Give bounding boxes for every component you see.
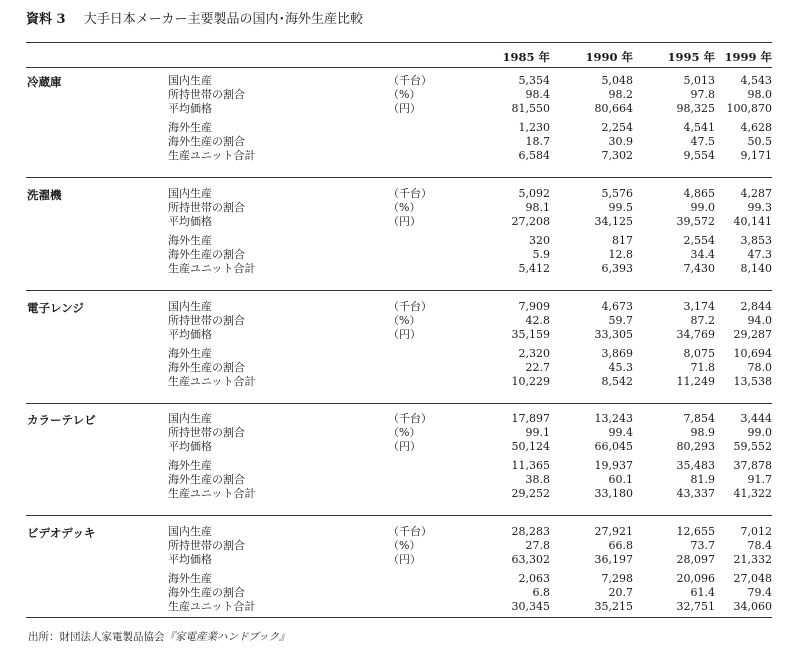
table-cell: 19,937 — [594, 459, 633, 472]
section-rule — [26, 515, 772, 516]
table-cell: 43,337 — [676, 487, 715, 500]
table-cell: 91.7 — [747, 473, 772, 486]
year-header: 1995 年 — [667, 50, 715, 64]
metric-label: 国内生産 — [168, 525, 212, 538]
table-cell: 10,694 — [733, 347, 772, 360]
table-cell: 40,141 — [733, 215, 772, 228]
table-cell: 98.2 — [608, 88, 633, 101]
table-cell: 11,249 — [676, 375, 715, 388]
table-cell: 7,854 — [683, 412, 715, 425]
section-rule — [26, 177, 772, 178]
table-cell: 320 — [529, 234, 550, 247]
unit-label: （千台） — [388, 412, 432, 425]
table-cell: 8,075 — [683, 347, 715, 360]
document-title — [26, 8, 363, 27]
table-cell: 39,572 — [676, 215, 715, 228]
table-cell: 27,208 — [511, 215, 550, 228]
table-cell: 41,322 — [733, 487, 772, 500]
table-cell: 32,751 — [676, 600, 715, 613]
table-cell: 29,287 — [733, 328, 772, 341]
category-label: 洗濯機 — [27, 188, 62, 202]
table-cell: 817 — [612, 234, 633, 247]
table-cell: 35,215 — [594, 600, 633, 613]
table-cell: 66.8 — [608, 539, 633, 552]
section-rule — [26, 617, 772, 618]
metric-label: 平均価格 — [168, 328, 212, 341]
table-cell: 87.2 — [690, 314, 715, 327]
metric-label: 所持世帯の割合 — [168, 314, 245, 327]
metric-label: 平均価格 — [168, 102, 212, 115]
unit-label: （円） — [388, 553, 421, 566]
table-cell: 13,538 — [733, 375, 772, 388]
table-cell: 94.0 — [747, 314, 772, 327]
table-cell: 6,393 — [601, 262, 633, 275]
table-cell: 4,865 — [683, 187, 715, 200]
table-cell: 61.4 — [690, 586, 715, 599]
table-cell: 9,554 — [683, 149, 715, 162]
metric-label: 海外生産 — [168, 121, 212, 134]
table-cell: 33,180 — [594, 487, 633, 500]
metric-label: 生産ユニット合計 — [168, 487, 256, 500]
table-cell: 37,878 — [733, 459, 772, 472]
table-cell: 81,550 — [511, 102, 550, 115]
metric-label: 海外生産 — [168, 572, 212, 585]
table-cell: 12.8 — [608, 248, 633, 261]
table-cell: 4,673 — [601, 300, 633, 313]
table-cell: 34.4 — [690, 248, 715, 261]
category-label: ビデオデッキ — [27, 526, 96, 540]
table-cell: 97.8 — [690, 88, 715, 101]
table-cell: 98.1 — [525, 201, 550, 214]
table-cell: 81.9 — [690, 473, 715, 486]
unit-label: （千台） — [388, 74, 432, 87]
metric-label: 国内生産 — [168, 412, 212, 425]
metric-label: 国内生産 — [168, 300, 212, 313]
table-cell: 4,287 — [740, 187, 772, 200]
table-cell: 38.8 — [525, 473, 550, 486]
table-cell: 3,853 — [740, 234, 772, 247]
unit-label: （%） — [388, 201, 421, 214]
table-cell: 27.8 — [525, 539, 550, 552]
table-cell: 4,628 — [740, 121, 772, 134]
metric-label: 平均価格 — [168, 553, 212, 566]
table-cell: 30,345 — [511, 600, 550, 613]
table-cell: 10,229 — [511, 375, 550, 388]
metric-label: 生産ユニット合計 — [168, 149, 256, 162]
table-cell: 35,159 — [511, 328, 550, 341]
table-cell: 7,909 — [518, 300, 550, 313]
table-cell: 71.8 — [690, 361, 715, 374]
table-cell: 18.7 — [525, 135, 550, 148]
title-text: 大手日本メーカー主要製品の国内･海外生産比較 — [83, 12, 363, 27]
table-cell: 59,552 — [733, 440, 772, 453]
unit-label: （円） — [388, 440, 421, 453]
table-cell: 79.4 — [747, 586, 772, 599]
table-cell: 20.7 — [608, 586, 633, 599]
unit-label: （%） — [388, 88, 421, 101]
table-cell: 13,243 — [594, 412, 633, 425]
metric-label: 所持世帯の割合 — [168, 201, 245, 214]
metric-label: 生産ユニット合計 — [168, 375, 256, 388]
table-cell: 50.5 — [747, 135, 772, 148]
table-cell: 60.1 — [608, 473, 633, 486]
table-cell: 5,092 — [518, 187, 550, 200]
table-cell: 99.0 — [747, 426, 772, 439]
table-cell: 98.4 — [525, 88, 550, 101]
metric-label: 海外生産の割合 — [168, 248, 245, 261]
category-label: 電子レンジ — [27, 301, 84, 315]
metric-label: 海外生産 — [168, 347, 212, 360]
metric-label: 海外生産 — [168, 459, 212, 472]
unit-label: （千台） — [388, 300, 432, 313]
table-cell: 2,554 — [683, 234, 715, 247]
unit-label: （%） — [388, 314, 421, 327]
table-cell: 99.0 — [690, 201, 715, 214]
metric-label: 海外生産の割合 — [168, 135, 245, 148]
section-rule — [26, 290, 772, 291]
source-prefix: 出所：財団法人家電製品協会 — [28, 631, 165, 643]
table-cell: 100,870 — [726, 102, 772, 115]
metric-label: 国内生産 — [168, 74, 212, 87]
header-rule — [26, 67, 772, 68]
table-cell: 3,444 — [740, 412, 772, 425]
table-cell: 22.7 — [525, 361, 550, 374]
table-cell: 80,664 — [594, 102, 633, 115]
metric-label: 平均価格 — [168, 440, 212, 453]
table-cell: 66,045 — [594, 440, 633, 453]
table-cell: 3,174 — [683, 300, 715, 313]
table-cell: 34,769 — [676, 328, 715, 341]
table-cell: 7,012 — [740, 525, 772, 538]
table-cell: 7,302 — [601, 149, 633, 162]
unit-label: （円） — [388, 102, 421, 115]
table-cell: 5.9 — [532, 248, 550, 261]
table-cell: 29,252 — [511, 487, 550, 500]
table-cell: 2,844 — [740, 300, 772, 313]
source-note — [28, 629, 289, 644]
unit-label: （千台） — [388, 525, 432, 538]
table-cell: 98.9 — [690, 426, 715, 439]
year-header: 1990 年 — [585, 50, 633, 64]
unit-label: （円） — [388, 215, 421, 228]
table-cell: 36,197 — [594, 553, 633, 566]
table-cell: 78.0 — [747, 361, 772, 374]
table-cell: 99.5 — [608, 201, 633, 214]
table-cell: 5,412 — [518, 262, 550, 275]
table-cell: 8,542 — [601, 375, 633, 388]
metric-label: 所持世帯の割合 — [168, 88, 245, 101]
year-header: 1985 年 — [502, 50, 550, 64]
table-cell: 98,325 — [676, 102, 715, 115]
table-cell: 34,060 — [733, 600, 772, 613]
table-cell: 73.7 — [690, 539, 715, 552]
table-cell: 59.7 — [608, 314, 633, 327]
table-cell: 2,063 — [518, 572, 550, 585]
title-label: 資料 3 — [26, 12, 66, 27]
table-cell: 2,320 — [518, 347, 550, 360]
table-cell: 21,332 — [733, 553, 772, 566]
unit-label: （%） — [388, 426, 421, 439]
table-cell: 99.3 — [747, 201, 772, 214]
metric-label: 生産ユニット合計 — [168, 600, 256, 613]
table-cell: 63,302 — [511, 553, 550, 566]
table-cell: 3,869 — [601, 347, 633, 360]
table-cell: 4,541 — [683, 121, 715, 134]
table-cell: 28,097 — [676, 553, 715, 566]
table-cell: 42.8 — [525, 314, 550, 327]
table-cell: 12,655 — [676, 525, 715, 538]
table-cell: 6,584 — [518, 149, 550, 162]
unit-label: （千台） — [388, 187, 432, 200]
table-cell: 34,125 — [594, 215, 633, 228]
table-cell: 9,171 — [740, 149, 772, 162]
category-label: 冷蔵庫 — [27, 75, 62, 89]
metric-label: 国内生産 — [168, 187, 212, 200]
table-cell: 7,430 — [683, 262, 715, 275]
table-cell: 50,124 — [511, 440, 550, 453]
metric-label: 所持世帯の割合 — [168, 539, 245, 552]
table-cell: 99.1 — [525, 426, 550, 439]
table-cell: 99.4 — [608, 426, 633, 439]
table-cell: 20,096 — [676, 572, 715, 585]
table-cell: 98.0 — [747, 88, 772, 101]
metric-label: 海外生産の割合 — [168, 361, 245, 374]
metric-label: 所持世帯の割合 — [168, 426, 245, 439]
table-cell: 45.3 — [608, 361, 633, 374]
table-cell: 35,483 — [676, 459, 715, 472]
table-cell: 78.4 — [747, 539, 772, 552]
table-cell: 28,283 — [511, 525, 550, 538]
table-cell: 80,293 — [676, 440, 715, 453]
table-cell: 5,354 — [518, 74, 550, 87]
table-cell: 5,576 — [601, 187, 633, 200]
table-cell: 2,254 — [601, 121, 633, 134]
table-cell: 11,365 — [511, 459, 550, 472]
table-cell: 17,897 — [511, 412, 550, 425]
unit-label: （%） — [388, 539, 421, 552]
table-cell: 5,013 — [683, 74, 715, 87]
table-cell: 47.3 — [747, 248, 772, 261]
table-cell: 5,048 — [601, 74, 633, 87]
metric-label: 海外生産の割合 — [168, 586, 245, 599]
table-cell: 4,543 — [740, 74, 772, 87]
table-cell: 47.5 — [690, 135, 715, 148]
table-cell: 27,921 — [594, 525, 633, 538]
category-label: カラーテレビ — [27, 413, 96, 427]
metric-label: 海外生産 — [168, 234, 212, 247]
table-cell: 8,140 — [740, 262, 772, 275]
metric-label: 生産ユニット合計 — [168, 262, 256, 275]
table-cell: 30.9 — [608, 135, 633, 148]
metric-label: 海外生産の割合 — [168, 473, 245, 486]
table-cell: 7,298 — [601, 572, 633, 585]
table-cell: 33,305 — [594, 328, 633, 341]
source-book: 『家電産業ハンドブック』 — [164, 631, 290, 643]
table-cell: 27,048 — [733, 572, 772, 585]
year-header: 1999 年 — [724, 50, 772, 64]
table-cell: 6.8 — [532, 586, 550, 599]
top-rule — [26, 42, 772, 43]
unit-label: （円） — [388, 328, 421, 341]
table-cell: 1,230 — [518, 121, 550, 134]
metric-label: 平均価格 — [168, 215, 212, 228]
section-rule — [26, 403, 772, 404]
